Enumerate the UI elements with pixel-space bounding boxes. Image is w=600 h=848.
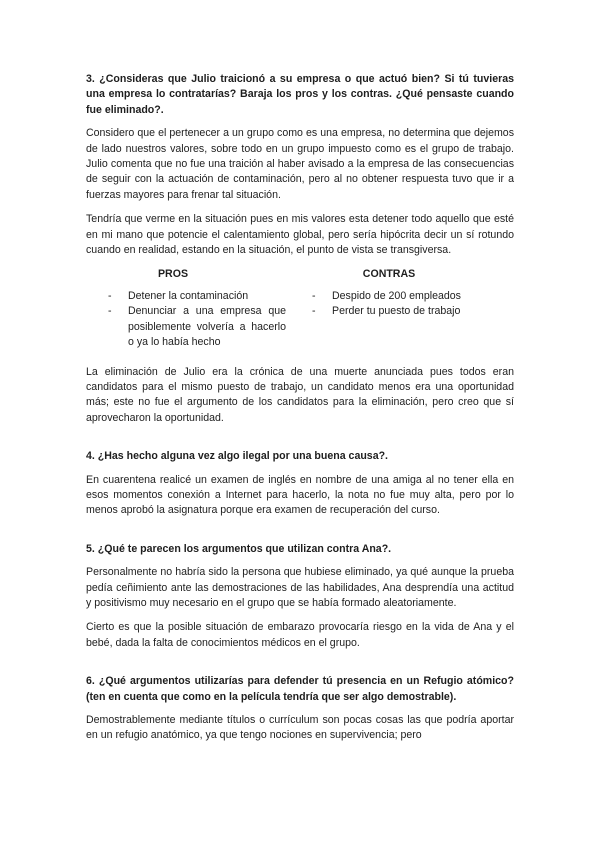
answer-3-paragraph-2: Tendría que verme en la situación pues en mis valores esta detener todo aquello que esté en mi mano que potencie el calentamiento global, pero sería hipócrita decir un sí rotundo cuando en realidad, estando en la situación, el punto de vista se transgiversa. [86,213,514,257]
cons-header: CONTRAS [362,268,416,281]
spacer [86,660,514,674]
pros-item: - Detener la contaminación [86,289,300,304]
answer-5-paragraph-2: Cierto es que la posible situación de embarazo provocaría riesgo en la vida de Ana y el bebé, dada la falta de conocimientos médicos en el grupo. [86,621,514,649]
question-4: 4. ¿Has hecho alguna vez algo ilegal por una buena causa?. [86,450,388,463]
answer-3-paragraph-3: La eliminación de Julio era la crónica de una muerte anunciada pues todos eran candidatos para el mismo puesto de trabajo, un candidato menos era una oportunidad más; este no fue el argumento de los candidatos para la eliminación, pero creo que sí aprovecharon la oportunidad. [86,365,514,424]
document-body [86,72,514,753]
answer-6-paragraph: Demostrablemente mediante títulos o currículum son pocas cosas las que podría aportar en un refugio anatómico, ya que tengo nociones en supervivencia; pero [86,714,514,742]
cons-item: - Despido de 200 empleados [300,289,514,304]
answer-4-paragraph: En cuarentena realicé un examen de inglés en nombre de una amiga al no tener ella en esos momentos conexión a Internet para hacerlo, la nota no fue muy alta, pero por lo menos aprobó la asignatura porque era examen de recuperación del curso. [86,473,514,517]
cons-list [300,289,514,320]
question-6: 6. ¿Qué argumentos utilizarías para defender tú presencia en un Refugio atómico? (ten en cuenta que como en la película tendría que ser algo demostrable). [86,675,514,703]
cons-item: - Perder tu puesto de trabajo [300,304,514,319]
pros-item: - Denunciar a una empresa que posiblemente volvería a hacerlo o ya lo había hecho [86,304,300,350]
spacer [86,435,514,449]
question-3: 3. ¿Consideras que Julio traicionó a su empresa o que actuó bien? Si tú tuvieras una empresa lo contratarías? Baraja los pros y los contras. ¿Qué pensaste cuando fue eliminado?. [86,73,514,116]
question-5: 5. ¿Qué te parecen los argumentos que utilizan contra Ana?. [86,542,392,555]
pros-cons-table [86,267,514,350]
spacer [86,351,514,365]
pros-column [86,267,300,350]
cons-column [300,267,514,350]
answer-5-paragraph-1: Personalmente no habría sido la persona que hubiese eliminado, ya qué aunque la prueba pedía ceñimiento ante las demostraciones de las habilidades, Ana desprendía una actitud y positivismo muy necesario en el grupo que se había formado aleatoriamente. [86,566,514,609]
answer-3-paragraph-1: Considero que el pertenecer a un grupo como es una empresa, no determina que dejemos de lado nuestros valores, sobre todo en un grupo impuesto como es el grupo de trabajo. Julio comenta que no fue una traición al haber avisado a la empresa de las consecuencias de seguir con la actuación de contaminación, pero al no obtener respuesta tuvo que ir a fuerzas mayores para frenar tal situación. [86,127,514,201]
pros-list [86,289,300,351]
pros-header: PROS [157,268,189,281]
spacer [86,528,514,542]
